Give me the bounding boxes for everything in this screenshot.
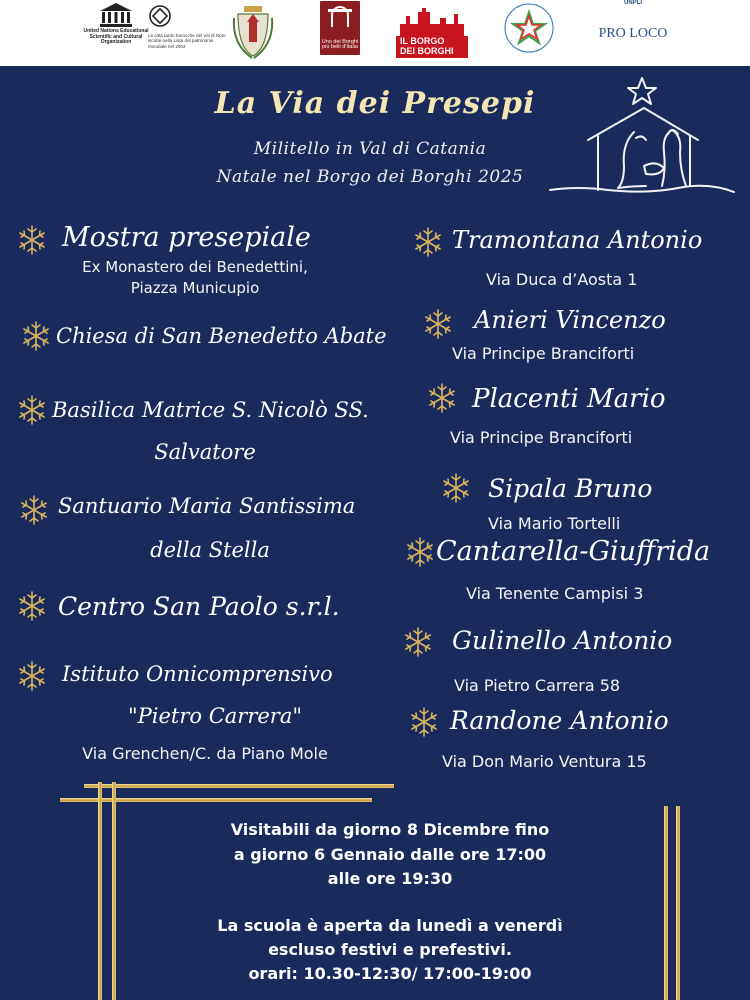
unesco-logo (80, 2, 152, 46)
info-line: La scuola è aperta da lunedì a venerdì (217, 916, 563, 935)
venue-address: Piazza Municupio (130, 279, 260, 297)
gold-frame-bar (676, 806, 680, 1000)
gold-frame-bar (664, 806, 668, 1000)
proloco-logo (598, 0, 668, 60)
borghi-belli-logo (320, 1, 360, 55)
exhibitor-address: Via Principe Branciforti (452, 344, 635, 363)
snowflake-icon (422, 308, 454, 340)
exhibitor-name: Gulinello Antonio (452, 626, 673, 655)
crest-icon (230, 4, 276, 60)
exhibitor-name: Placenti Mario (472, 384, 666, 414)
snowflake-icon (16, 394, 48, 426)
gold-frame-bar (98, 782, 102, 1000)
info-line: Visitabili da giorno 8 Dicembre fino (230, 820, 550, 839)
poster-title: La Via dei Presepi (214, 86, 536, 121)
info-line: orari: 10.30-12:30/ 17:00-19:00 (248, 964, 532, 983)
exhibitor-address: Via Don Mario Ventura 15 (442, 752, 647, 771)
subtitle-event: Natale nel Borgo dei Borghi 2025 (216, 167, 524, 187)
venue-address: Via Grenchen/C. da Piano Mole (82, 744, 328, 763)
venue-name: Centro San Paolo s.r.l. (58, 592, 340, 621)
venue-name: Basilica Matrice S. Nicolò SS. (52, 398, 369, 422)
skyline-icon (396, 6, 468, 38)
exhibitor-name: Sipala Bruno (488, 474, 653, 503)
borgo-box (396, 36, 468, 58)
snowflake-icon (408, 706, 440, 738)
exhibitor-address: Via Tenente Campisi 3 (466, 584, 644, 603)
exhibitor-name: Cantarella-Giuffrida (436, 536, 711, 567)
gold-frame-bar (84, 784, 394, 788)
snowflake-icon (18, 494, 50, 526)
borgo-line-2: DEI BORGHI (400, 46, 454, 56)
snowflake-icon (16, 590, 48, 622)
unpli-text: UNPLI (624, 0, 642, 6)
snowflake-icon (20, 320, 52, 352)
star-emblem-icon (502, 0, 556, 56)
exhibitor-address: Via Pietro Carrera 58 (454, 676, 621, 695)
snowflake-icon (16, 224, 48, 256)
borgo-line-1: IL BORGO (400, 36, 445, 46)
info-line: a giorno 6 Gennaio dalle ore 17:00 (233, 845, 547, 864)
comune-crest (230, 4, 276, 65)
borghi-belli-text: Uno dei Borghi più belli d'Italia (321, 38, 359, 51)
venue-name: Istituto Onnicomprensivo (62, 662, 333, 686)
exhibitor-address: Via Duca d’Aosta 1 (486, 270, 638, 289)
temple-icon (98, 2, 134, 28)
exhibitor-name: Randone Antonio (450, 706, 669, 735)
snowflake-icon (16, 660, 48, 692)
snowflake-icon (440, 472, 472, 504)
snowflake-icon (402, 626, 434, 658)
heritage-caption: Le città tardo barocche del Val di Noto iscritte nella Lista del patrimonio mondiale nel 2002 (148, 33, 226, 49)
unesco-caption: United Nations Educational Scientific and Cultural Organization (83, 28, 149, 45)
servizio-civile-logo (502, 0, 556, 56)
snowflake-icon (412, 226, 444, 258)
venue-name-continued: "Pietro Carrera" (127, 704, 303, 728)
info-line: escluso festivi e prefestivi. (268, 940, 512, 959)
info-line: alle ore 19:30 (327, 869, 453, 888)
world-heritage-icon (148, 4, 172, 28)
venue-name: Santuario Maria Santissima (58, 494, 356, 518)
venue-address: Ex Monastero dei Benedettini, (82, 258, 308, 276)
logo-strip (0, 0, 750, 66)
venue-name: Chiesa di San Benedetto Abate (56, 324, 387, 348)
heritage-logo (148, 4, 226, 49)
snowflake-icon (426, 382, 458, 414)
exhibitor-name: Anieri Vincenzo (474, 306, 666, 334)
venue-name-continued: della Stella (150, 538, 270, 562)
gold-frame-bar (112, 782, 116, 1000)
exhibitor-name: Tramontana Antonio (452, 226, 703, 254)
proloco-text: PRO LOCO (598, 26, 668, 41)
subtitle-location: Militello in Val di Catania (253, 139, 487, 159)
exhibitor-address: Via Principe Branciforti (450, 428, 633, 447)
venue-name-continued: Salvatore (154, 440, 256, 464)
arch-icon (320, 1, 360, 29)
venue-name: Mostra presepiale (62, 222, 311, 253)
gold-frame-bar (60, 798, 372, 802)
borgo-dei-borghi-logo (396, 6, 468, 58)
exhibitor-address: Via Mario Tortelli (488, 514, 621, 533)
snowflake-icon (404, 536, 436, 568)
